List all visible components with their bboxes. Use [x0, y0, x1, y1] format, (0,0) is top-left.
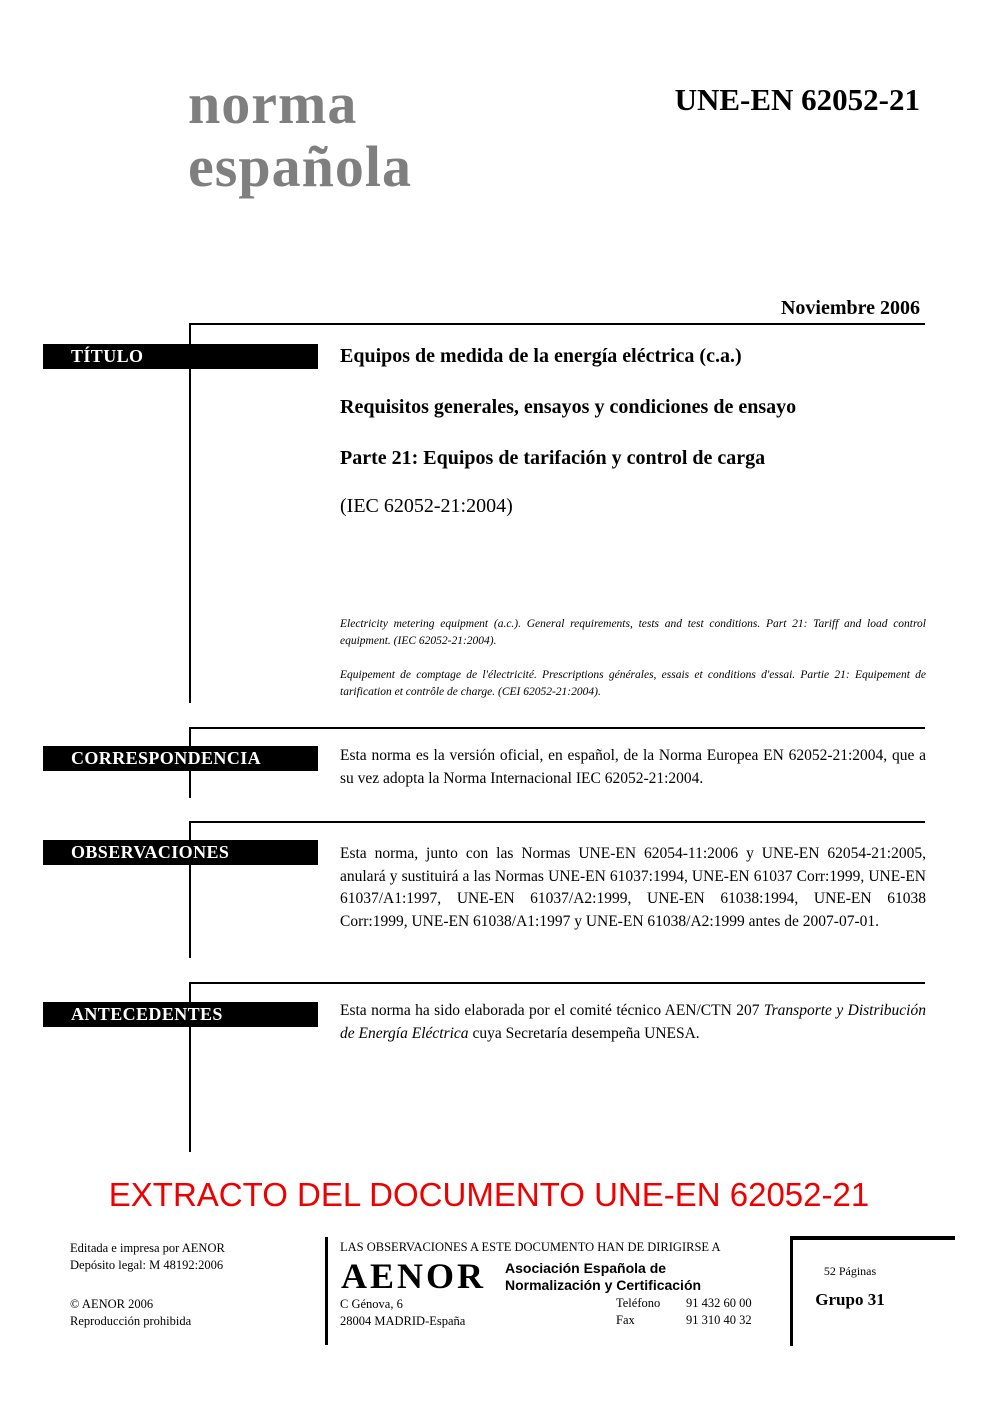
correspondencia-section-label: CORRESPONDENCIA — [43, 746, 318, 771]
footer-imprint — [70, 1240, 225, 1274]
observaciones-top-rule — [189, 821, 925, 823]
footer-imprint-line2: Depósito legal: M 48192:2006 — [70, 1258, 224, 1272]
title-line-1: Equipos de medida de la energía eléctrica (c.a.) — [340, 345, 742, 367]
footer-observations-notice: LAS OBSERVACIONES A ESTE DOCUMENTO HAN DE DIRIGIRSE A — [340, 1240, 721, 1254]
aenor-address-street: C Génova, 6 — [340, 1297, 403, 1311]
antecedentes-text — [340, 1000, 926, 1045]
antecedentes-text-part2: cuya Secretaría desempeña UNESA. — [468, 1024, 700, 1042]
abstract-english: Electricity metering equipment (a.c.). General requirements, tests and test conditions. Part 21: Tariff and load control equipment. (IEC 62052-21:2004). — [340, 618, 926, 647]
phone-number: 91 432 60 00 — [686, 1296, 752, 1310]
observaciones-section-label: OBSERVACIONES — [43, 840, 318, 865]
fax-number: 91 310 40 32 — [686, 1313, 752, 1327]
titulo-top-rule — [189, 323, 925, 325]
publication-date: Noviembre 2006 — [780, 297, 920, 319]
aenor-address-city: 28004 MADRID-España — [340, 1314, 466, 1328]
titulo-vertical-rule — [189, 323, 191, 703]
norma-espanola-logo — [188, 72, 412, 198]
antecedentes-top-rule — [189, 982, 925, 984]
footer-copyright-line: © AENOR 2006 — [70, 1297, 154, 1311]
abstract-french: Equipement de comptage de l'électricité. Prescriptions générales, essais et conditions d'essai. Partie 21: Equipement de tarification et contrôle de charge. (CEI 62052-21:2004). — [340, 669, 926, 698]
document-code: UNE-EN 62052-21 — [674, 82, 920, 117]
antecedentes-committee-name: Transporte y Distribución de Energía Eléctrica — [340, 1002, 926, 1042]
footer-divider — [325, 1237, 328, 1345]
group-number: Grupo 31 — [815, 1290, 885, 1309]
fax-label: Fax — [616, 1313, 635, 1327]
pages-box-top-border — [790, 1236, 955, 1240]
observaciones-text: Esta norma, junto con las Normas UNE-EN 62054-11:2006 y UNE-EN 62054-21:2005, anulará y sustituirá a las Normas UNE-EN 61037:1994, UNE-EN 61037 Corr:1999, UNE-EN 61037/A1:1997, UNE-EN 61037/A2:1999, UNE-EN 61038:1994, UNE-EN 61038 Corr:1999, UNE-EN 61038/A1:1997 y UNE-EN 61038/A2:1999 antes de 2007-07-01. — [340, 845, 926, 930]
footer-reproduction-line: Reproducción prohibida — [70, 1314, 192, 1328]
correspondencia-text: Esta norma es la versión oficial, en español, de la Norma Europea EN 62052-21:2004, que a su vez adopta la Norma Internacional IEC 62052-21:2004. — [340, 747, 926, 787]
footer-copyright — [70, 1296, 191, 1330]
aenor-org-line2: Normalización y Certificación — [505, 1277, 702, 1293]
page-count: 52 Páginas — [823, 1264, 877, 1278]
title-line-3: Parte 21: Equipos de tarifación y control de carga — [340, 447, 766, 469]
correspondencia-top-rule — [189, 727, 925, 729]
antecedentes-text-part1: Esta norma ha sido elaborada por el comité técnico AEN/CTN 207 — [340, 1002, 764, 1019]
phone-label: Teléfono — [616, 1296, 661, 1310]
aenor-org-name — [505, 1260, 701, 1294]
titulo-section-label: TÍTULO — [43, 344, 318, 369]
title-iec-reference: (IEC 62052-21:2004) — [340, 495, 513, 517]
logo-line-1: norma — [188, 71, 358, 136]
aenor-org-line1: Asociación Española de — [505, 1260, 667, 1276]
antecedentes-section-label: ANTECEDENTES — [43, 1002, 318, 1027]
footer-imprint-line1: Editada e impresa por AENOR — [70, 1241, 225, 1255]
aenor-logo: AENOR — [341, 1256, 487, 1296]
title-line-2: Requisitos generales, ensayos y condiciones de ensayo — [340, 396, 797, 418]
extract-notice: EXTRACTO DEL DOCUMENTO UNE-EN 62052-21 — [108, 1176, 870, 1213]
logo-line-2: española — [188, 134, 412, 199]
aenor-address — [340, 1296, 465, 1330]
